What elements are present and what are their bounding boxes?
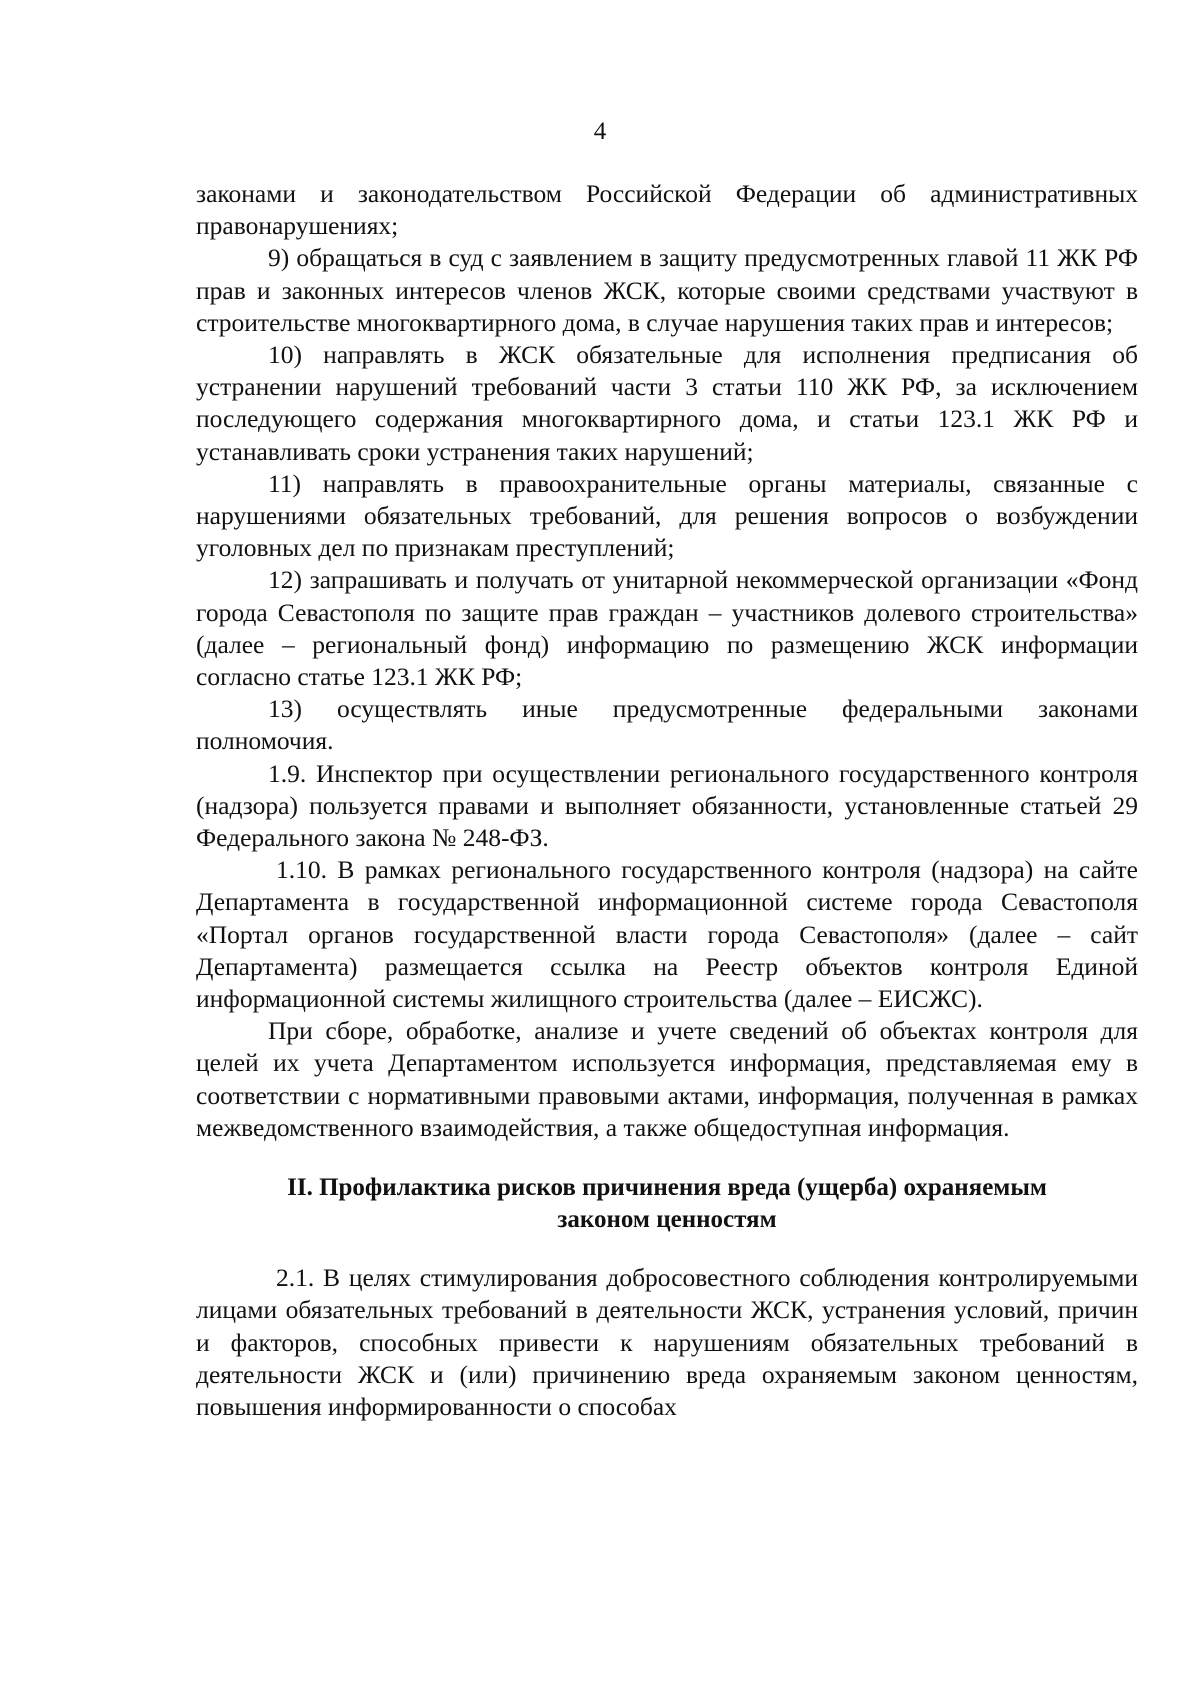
paragraph-continuation: законами и законодательством Российской Федерации об административных правонарушениях; — [196, 179, 1138, 241]
paragraph-1-9: 1.9. Инспектор при осуществлении регионального государственного контроля (надзора) пользуется правами и выполняет обязанности, установленные статьей 29 Федерального закона № 248-ФЗ. — [196, 758, 1138, 853]
paragraph-1-10: 1.10. В рамках регионального государственного контроля (надзора) на сайте Департамента в государственной информационной системе города Севастополя «Портал органов государственной власти города Севастополя» (далее – сайт Департамента) размещается ссылка на Реестр объектов контроля Единой информационной системы жилищного строительства (далее – ЕИСЖС). — [196, 855, 1138, 1014]
paragraph-2-1: 2.1. В целях стимулирования добросовестного соблюдения контролируемыми лицами обязательных требований в деятельности ЖСК, устранения условий, причин и факторов, способных привести к нарушениям обязательных требований в деятельности ЖСК и (или) причинению вреда охраняемым законом ценностям, повышения информированности о способах — [196, 1263, 1138, 1421]
section-heading-line-1: II. Профилактика рисков причинения вреда (ущерба) охраняемым — [287, 1174, 1047, 1202]
paragraph-item-11: 11) направлять в правоохранительные органы материалы, связанные с нарушениями обязательных требований, для решения вопросов о возбуждении уголовных дел по признакам преступлений; — [196, 468, 1138, 563]
paragraph-item-13: 13) осуществлять иные предусмотренные федеральными законами полномочия. — [196, 694, 1138, 756]
paragraph-item-9: 9) обращаться в суд с заявлением в защиту предусмотренных главой 11 ЖК РФ прав и законных интересов членов ЖСК, которые своими средствами участвуют в строительстве многоквартирного дома, в случае нарушения таких прав и интересов; — [196, 243, 1138, 337]
section-heading-line-2: законом ценностям — [557, 1206, 777, 1234]
paragraph-item-12: 12) запрашивать и получать от унитарной некоммерческой организации «Фонд города Севастополя по защите прав граждан – участников долевого строительства» (далее – региональный фонд) информацию по размещению ЖСК информации согласно статье 123.1 ЖК РФ; — [196, 565, 1138, 692]
paragraph-item-10: 10) направлять в ЖСК обязательные для исполнения предписания об устранении нарушений требований части 3 статьи 110 ЖК РФ, за исключением последующего содержания многоквартирного дома, и статьи 123.1 ЖК РФ и устанавливать сроки устранения таких нарушений; — [196, 340, 1138, 466]
document-body — [196, 178, 1138, 1423]
page-number: 4 — [593, 118, 607, 145]
paragraph-objects-accounting: При сборе, обработке, анализе и учете сведений об объектах контроля для целей их учета Департаментом используется информация, представляемая ему в соответствии с нормативными правовыми актами, информация, полученная в рамках межведомственного взаимодействия, а также общедоступная информация. — [196, 1016, 1138, 1142]
section-heading — [196, 1172, 1138, 1236]
